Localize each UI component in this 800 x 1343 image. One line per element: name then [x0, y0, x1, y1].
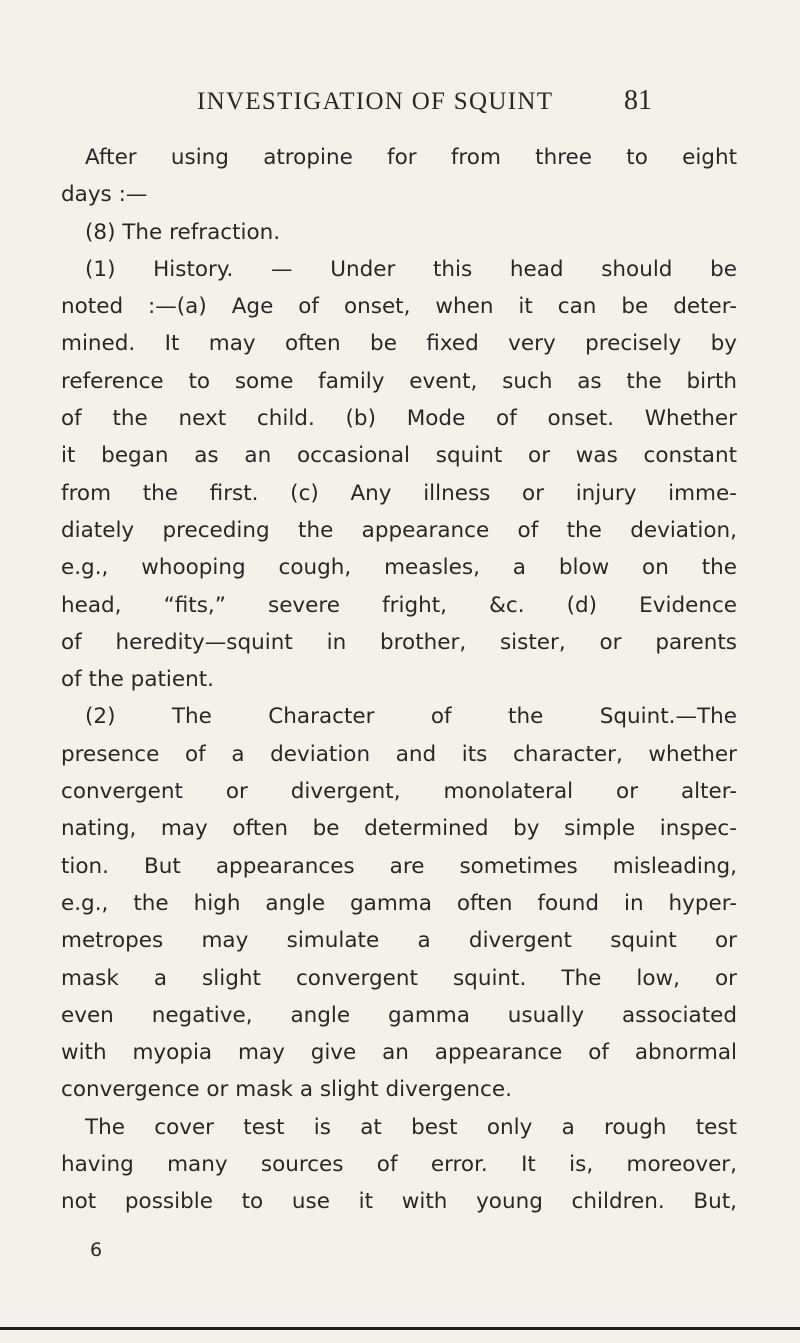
- text-line: not possible to use it with young children. But,: [61, 1189, 737, 1215]
- running-header: [0, 85, 800, 128]
- text-line: The cover test is at best only a rough test: [85, 1114, 737, 1140]
- text-line: from the first. (c) Any illness or injury imme-: [61, 480, 737, 506]
- text-line: e.g., the high angle gamma often found in hyper-: [61, 890, 737, 916]
- text-line: of the patient.: [61, 667, 215, 693]
- text-line: mined. It may often be fixed very precisely by: [61, 331, 737, 357]
- running-head-title: INVESTIGATION OF SQUINT: [197, 88, 554, 115]
- text-line: (2) The Character of the Squint.—The: [85, 704, 737, 730]
- text-line: (8) The refraction.: [85, 219, 281, 245]
- text-line: (1) History. — Under this head should be: [85, 256, 737, 282]
- signature-mark: 6: [90, 1239, 103, 1261]
- text-line: nating, may often be determined by simple inspec-: [61, 816, 737, 842]
- page-number: 81: [624, 85, 652, 116]
- text-line: reference to some family event, such as the birth: [61, 368, 737, 394]
- text-line: tion. But appearances are sometimes misleading,: [61, 853, 737, 879]
- text-line: metropes may simulate a divergent squint or: [61, 928, 737, 954]
- text-line: convergence or mask a slight divergence.: [61, 1077, 512, 1103]
- text-line: mask a slight convergent squint. The low, or: [61, 965, 737, 991]
- text-line: diately preceding the appearance of the deviation,: [61, 517, 737, 543]
- text-line: having many sources of error. It is, moreover,: [61, 1152, 737, 1178]
- text-line: even negative, angle gamma usually associated: [61, 1002, 737, 1028]
- bottom-rule: [0, 1327, 800, 1330]
- text-line: of heredity—squint in brother, sister, or parents: [61, 629, 737, 655]
- text-line: convergent or divergent, monolateral or alter-: [61, 779, 737, 805]
- text-line: After using atropine for from three to eight: [85, 145, 737, 170]
- text-line: days :—: [61, 182, 148, 208]
- text-line: of the next child. (b) Mode of onset. Whether: [61, 406, 737, 432]
- text-line: noted :—(a) Age of onset, when it can be deter-: [61, 294, 737, 320]
- text-line: presence of a deviation and its character, whether: [61, 741, 737, 767]
- text-line: with myopia may give an appearance of abnormal: [61, 1040, 737, 1066]
- text-line: head, “fits,” severe fright, &c. (d) Evidence: [61, 592, 737, 618]
- text-line: e.g., whooping cough, measles, a blow on the: [61, 555, 737, 581]
- text-line: it began as an occasional squint or was constant: [61, 443, 737, 469]
- body-text: [61, 139, 737, 1221]
